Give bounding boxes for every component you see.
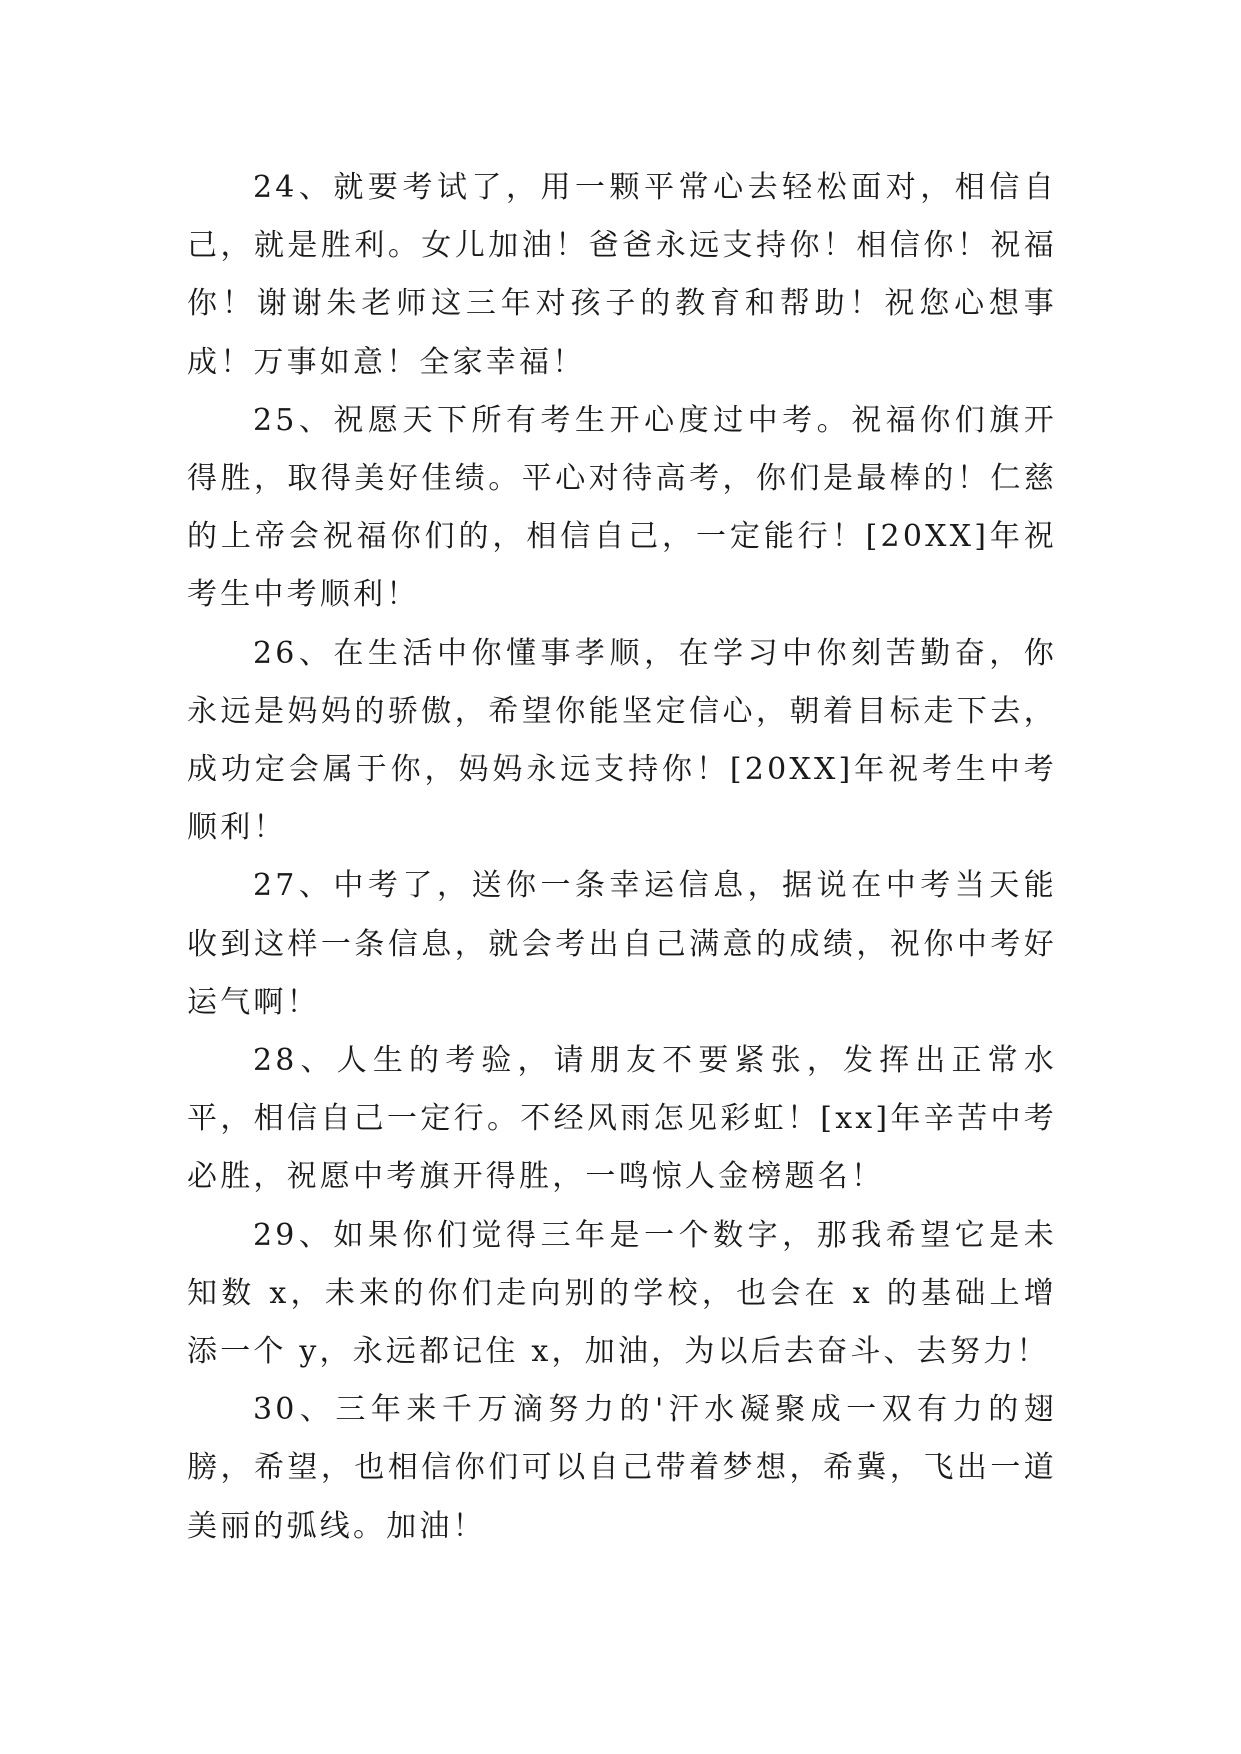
paragraph-29: 29、如果你们觉得三年是一个数字，那我希望它是未知数 x，未来的你们走向别的学校，也会在 x 的基础上增添一个 y，永远都记住 x，加油，为以后去奋斗、去努力！ — [187, 1217, 1057, 1370]
paragraph-28: 28、人生的考验，请朋友不要紧张，发挥出正常水平，相信自己一定行。不经风雨怎见彩虹！[xx]年辛苦中考必胜，祝愿中考旗开得胜，一鸣惊人金榜题名！ — [187, 1043, 1057, 1195]
paragraph-26: 26、在生活中你懂事孝顺，在学习中你刻苦勤奋，你永远是妈妈的骄傲，希望你能坚定信心，朝着目标走下去，成功定会属于你，妈妈永远支持你！[20XX]年祝考生中考顺利！ — [187, 635, 1057, 846]
paragraph-30: 30、三年来千万滴努力的'汗水凝聚成一双有力的翅膀，希望，也相信你们可以自己带着梦想，希冀，飞出一道美丽的弧线。加油！ — [187, 1392, 1057, 1544]
paragraph-27: 27、中考了，送你一条幸运信息，据说在中考当天能收到这样一条信息，就会考出自己满意的成绩，祝你中考好运气啊！ — [187, 868, 1057, 1020]
document-body — [187, 159, 1057, 1556]
paragraph-25: 25、祝愿天下所有考生开心度过中考。祝福你们旗开得胜，取得美好佳绩。平心对待高考，你们是最棒的！仁慈的上帝会祝福你们的，相信自己，一定能行！[20XX]年祝考生中考顺利！ — [187, 402, 1057, 613]
paragraph-24: 24、就要考试了，用一颗平常心去轻松面对，相信自己，就是胜利。女儿加油！爸爸永远支持你！相信你！祝福你！谢谢朱老师这三年对孩子的教育和帮助！祝您心想事成！万事如意！全家幸福！ — [187, 170, 1057, 380]
